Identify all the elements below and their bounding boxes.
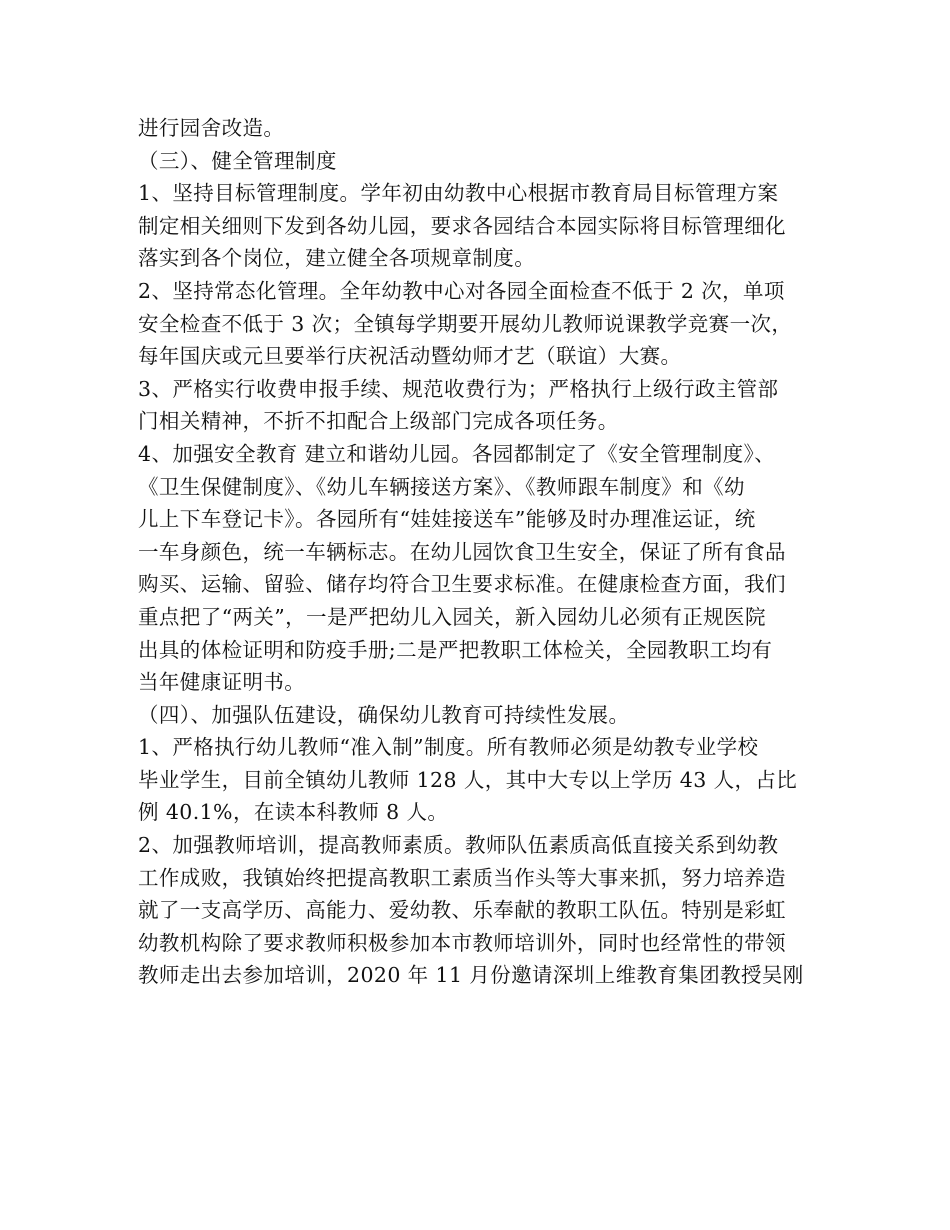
text-line: 2、坚持常态化管理。全年幼教中心对各园全面检查不低于 2 次，单项 [138, 278, 785, 303]
text-line: 制定相关细则下发到各幼儿园，要求各园结合本园实际将目标管理细化 [138, 213, 786, 238]
text-line: 重点把了“两关”，一是严把幼儿入园关，新入园幼儿必须有正规医院 [138, 604, 766, 629]
text-line: 1、严格执行幼儿教师“准入制”制度。所有教师必须是幼教专业学校 [138, 735, 759, 760]
text-line: 当年健康证明书。 [138, 670, 306, 695]
text-line: 进行园舍改造。 [138, 116, 285, 140]
text-line: 幼教机构除了要求教师积极参加本市教师培训外，同时也经常性的带领 [138, 930, 786, 955]
text-line: 一车身颜色，统一车辆标志。在幼儿园饮食卫生安全，保证了所有食品 [138, 539, 786, 564]
text-line: 毕业学生，目前全镇幼儿教师 128 人，其中大专以上学历 43 人，占比 [138, 767, 798, 792]
text-line: 例 40.1%，在读本科教师 8 人。 [138, 800, 449, 825]
text-line: 儿上下车登记卡》。各园所有“娃娃接送车”能够及时办理准运证，统 [138, 507, 756, 532]
text-line: 4、加强安全教育 建立和谐幼儿园。各园都制定了《安全管理制度》、 [138, 441, 776, 466]
text-line: 《卫生保健制度》、《幼儿车辆接送方案》、《教师跟车制度》和《幼 [138, 474, 745, 499]
text-line: 教师走出去参加培训，2020 年 11 月份邀请深圳上维教育集团教授吴刚 [138, 963, 804, 988]
section-heading: （三）、健全管理制度 [138, 148, 337, 173]
text-line: 就了一支高学历、高能力、爱幼教、乐奉献的教职工队伍。特别是彩虹 [138, 898, 786, 923]
text-line: 出具的体检证明和防疫手册;二是严把教职工体检关，全园教职工均有 [138, 637, 773, 662]
text-line: 2、加强教师培训，提高教师素质。教师队伍素质高低直接关系到幼教 [138, 833, 779, 858]
text-line: 购买、运输、留验、储存均符合卫生要求标准。在健康检查方面，我们 [138, 572, 786, 597]
text-line: 安全检查不低于 3 次；全镇每学期要开展幼儿教师说课教学竞赛一次， [138, 311, 793, 336]
text-line: 工作成败，我镇始终把提高教职工素质当作头等大事来抓，努力培养造 [138, 865, 786, 890]
text-line: 3、严格实行收费申报手续、规范收费行为；严格执行上级行政主管部 [138, 376, 779, 401]
text-line: 门相关精神，不折不扣配合上级部门完成各项任务。 [138, 409, 619, 434]
text-line: 每年国庆或元旦要举行庆祝活动暨幼师才艺（联谊）大赛。 [138, 344, 682, 369]
text-line: 落实到各个岗位，建立健全各项规章制度。 [138, 246, 536, 271]
section-heading: （四）、加强队伍建设，确保幼儿教育可持续性发展。 [138, 702, 630, 727]
text-line: 1、坚持目标管理制度。学年初由幼教中心根据市教育局目标管理方案 [138, 181, 779, 206]
document-body [138, 112, 828, 992]
